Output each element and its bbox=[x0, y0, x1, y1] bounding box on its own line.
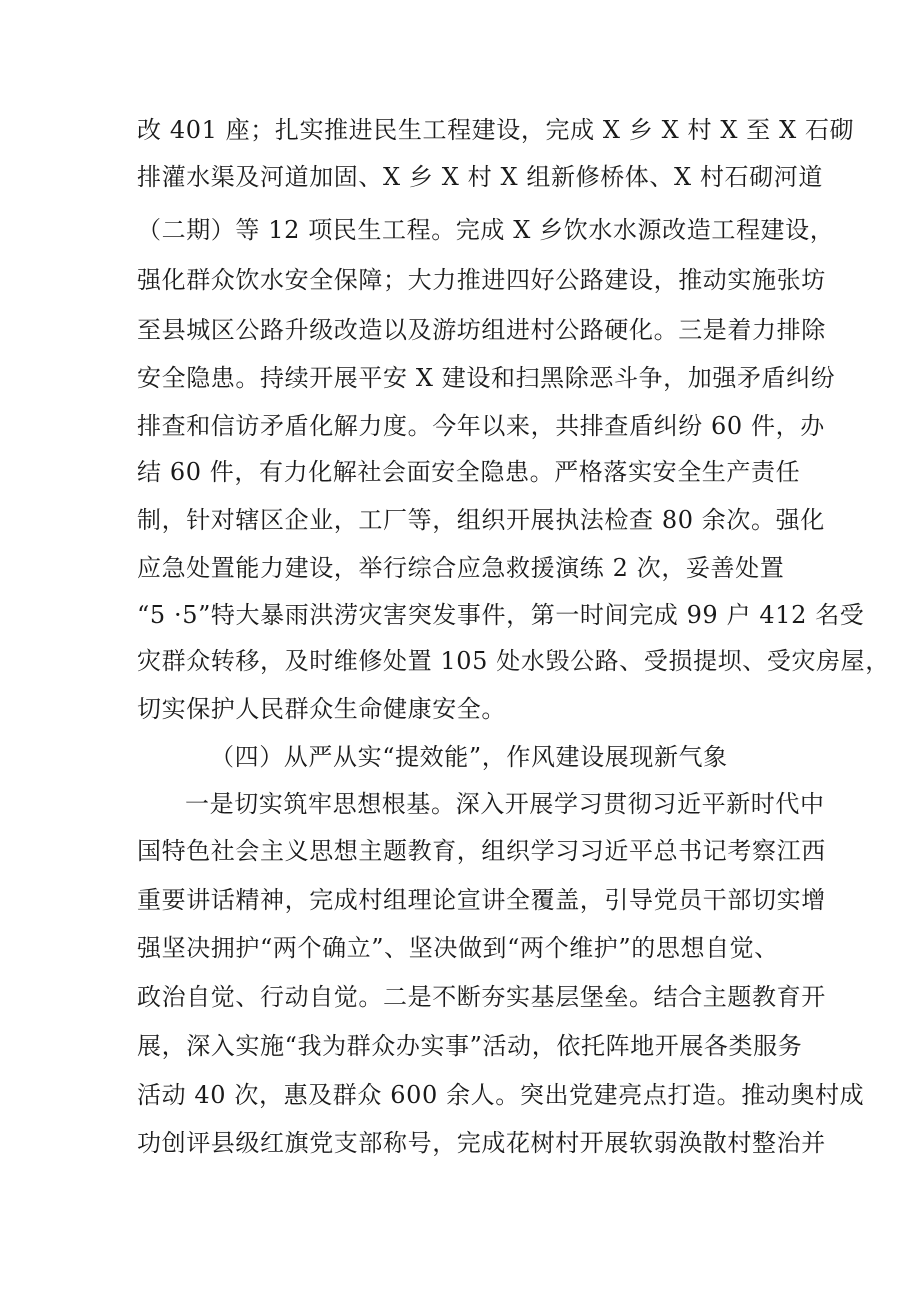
text-line: 安全隐患。持续开展平安 X 建设和扫黑除恶斗争，加强矛盾纠纷 bbox=[137, 364, 836, 392]
text-line: 政治自觉、行动自觉。二是不断夯实基层堡垒。结合主题教育开 bbox=[137, 983, 826, 1011]
text-line: 活动 40 次，惠及群众 600 余人。突出党建亮点打造。推动奥村成 bbox=[137, 1081, 865, 1109]
text-line: （二期）等 12 项民生工程。完成 X 乡饮水水源改造工程建设， bbox=[137, 216, 835, 244]
text-line: 国特色社会主义思想主题教育，组织学习习近平总书记考察江西 bbox=[137, 837, 826, 865]
text-line: 结 60 件，有力化解社会面安全隐患。严格落实安全生产责任 bbox=[137, 458, 801, 486]
text-line: 灾群众转移，及时维修处置 105 处水毁公路、受损提坝、受灾房屋， bbox=[137, 647, 890, 675]
text-line: 重要讲话精神，完成村组理论宣讲全覆盖，引导党员干部切实增 bbox=[137, 886, 826, 914]
text-line: 切实保护人民群众生命健康安全。 bbox=[137, 695, 506, 723]
text-line: “5 ·5”特大暴雨洪涝灾害突发事件，第一时间完成 99 户 412 名受 bbox=[137, 601, 865, 629]
text-line: 强化群众饮水安全保障；大力推进四好公路建设，推动实施张坊 bbox=[137, 266, 826, 294]
text-line: 应急处置能力建设，举行综合应急救援演练 2 次，妥善处置 bbox=[137, 554, 785, 582]
text-line: 排灌水渠及河道加固、X 乡 X 村 X 组新修桥体、X 村石砌河道 bbox=[137, 163, 823, 191]
text-line: 至县城区公路升级改造以及游坊组进村公路硬化。三是着力排除 bbox=[137, 316, 826, 344]
text-line: 一是切实筑牢思想根基。深入开展学习贯彻习近平新时代中 bbox=[185, 790, 825, 818]
text-line: 强坚决拥护“两个确立”、坚决做到“两个维护”的思想自觉、 bbox=[137, 934, 779, 962]
text-line: 排查和信访矛盾化解力度。今年以来，共排查盾纠纷 60 件，办 bbox=[137, 412, 825, 440]
text-line: 展，深入实施“我为群众办实事”活动，依托阵地开展各类服务 bbox=[137, 1032, 803, 1060]
text-line: 功创评县级红旗党支部称号，完成花树村开展软弱涣散村整治并 bbox=[137, 1129, 826, 1157]
section-heading: （四）从严从实“提效能”，作风建设展现新气象 bbox=[210, 743, 728, 771]
text-line: 制，针对辖区企业，工厂等，组织开展执法检查 80 余次。强化 bbox=[137, 506, 825, 534]
text-line: 改 401 座；扎实推进民生工程建设，完成 X 乡 X 村 X 至 X 石砌 bbox=[137, 116, 855, 144]
